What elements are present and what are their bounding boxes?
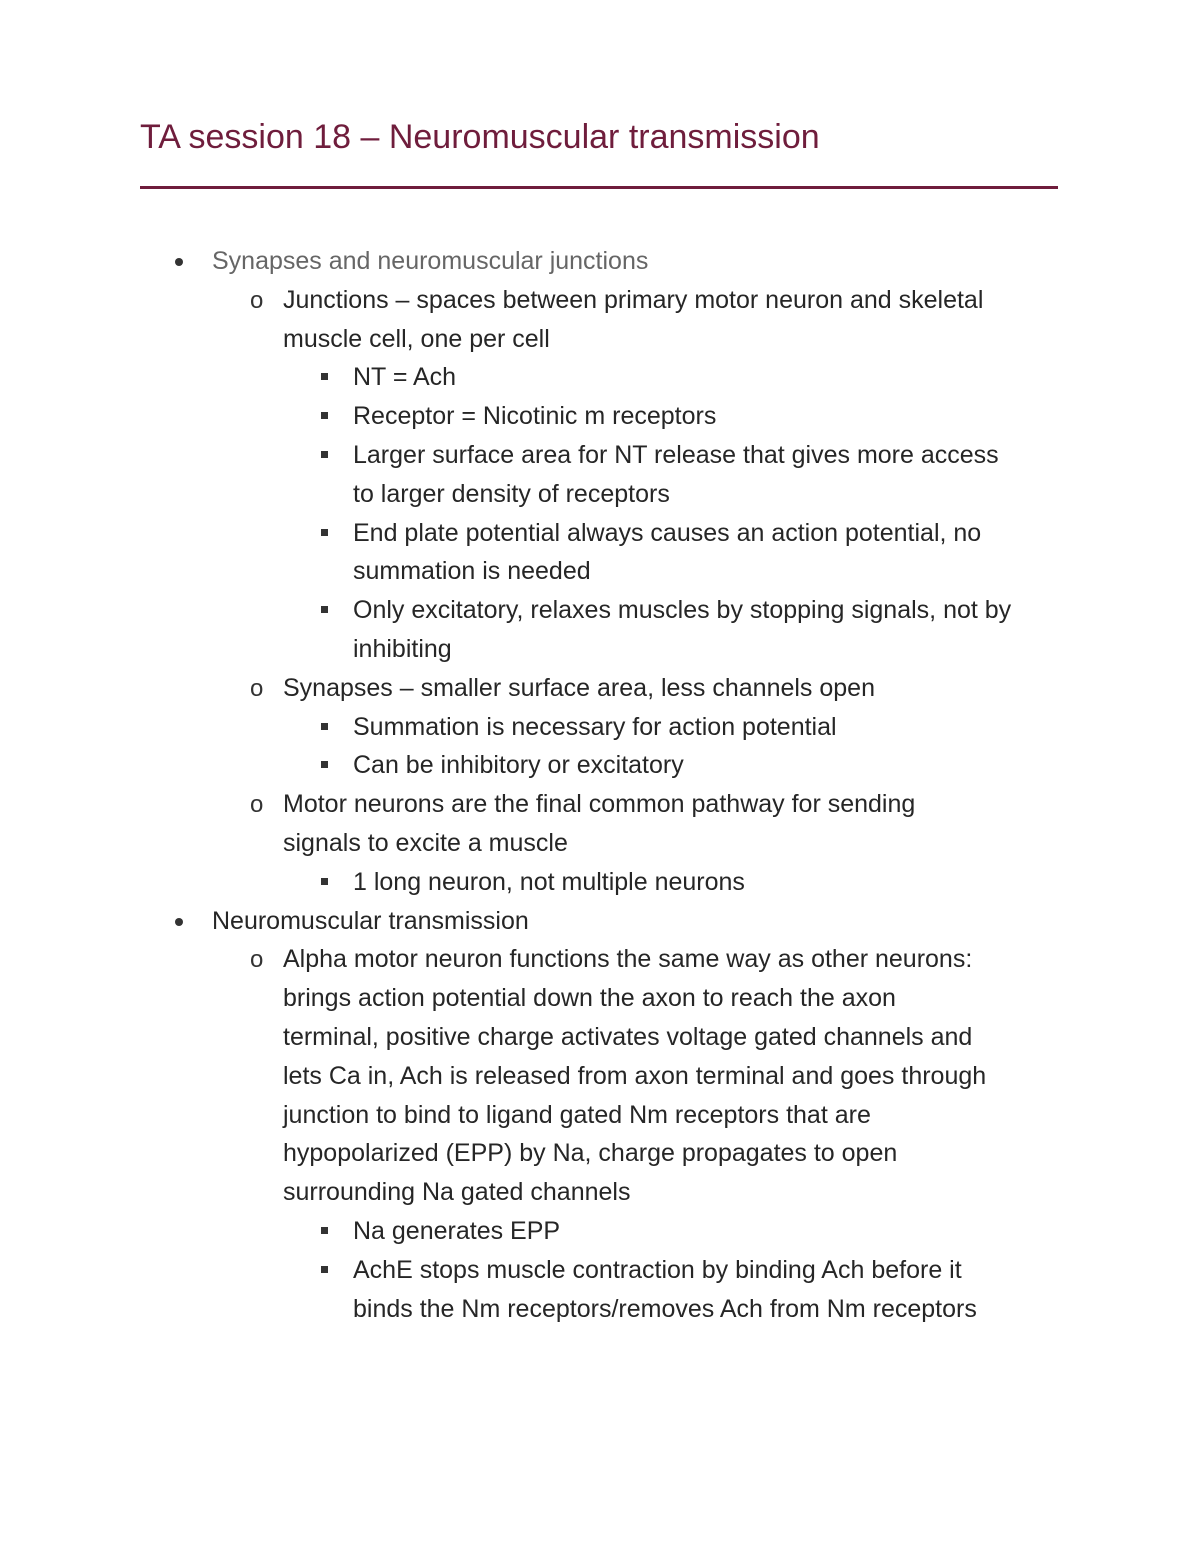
list-item-line: Junctions – spaces between primary motor neuron and skeletal (283, 285, 984, 314)
list-item-line: muscle cell, one per cell (283, 324, 550, 353)
list-item-line: signals to excite a muscle (283, 829, 568, 857)
sub-item-line: Receptor = Nicotinic m receptors (353, 402, 717, 431)
sub-item-line: NT = Ach (353, 363, 457, 392)
bullet-icon (175, 258, 183, 266)
sub-item-line: AchE stops muscle contraction by binding Ach before it (353, 1255, 962, 1284)
list-item-line: Synapses – smaller surface area, less channels open (283, 673, 875, 702)
sub-item-line: summation is needed (353, 557, 591, 586)
hollow-bullet-icon: o (250, 674, 264, 702)
list-item-line: terminal, positive charge activates voltage gated channels and (283, 1023, 973, 1051)
sub-item-line: Can be inhibitory or excitatory (353, 751, 684, 780)
section-heading: Synapses and neuromuscular junctions (212, 247, 649, 275)
page-title: TA session 18 – Neuromuscular transmission (140, 118, 820, 156)
section-heading: Neuromuscular transmission (212, 906, 529, 935)
sub-item-line: 1 long neuron, not multiple neurons (353, 867, 745, 896)
list-item-line: brings action potential down the axon to reach the axon (283, 984, 896, 1013)
square-bullet-icon (321, 1227, 328, 1234)
square-bullet-icon (321, 529, 328, 536)
list-item-line: lets Ca in, Ach is released from axon terminal and goes through (283, 1061, 987, 1090)
hollow-bullet-icon: o (250, 791, 264, 819)
hollow-bullet-icon: o (250, 946, 264, 974)
bullet-icon (175, 918, 183, 926)
list-item-line: junction to bind to ligand gated Nm receptors that are (283, 1100, 871, 1129)
square-bullet-icon (321, 1266, 328, 1273)
sub-item-line: End plate potential always causes an action potential, no (353, 518, 982, 547)
hollow-bullet-icon: o (250, 286, 264, 314)
square-bullet-icon (321, 451, 328, 458)
list-item-line: hypopolarized (EPP) by Na, charge propagates to open (283, 1139, 898, 1168)
square-bullet-icon (321, 373, 328, 380)
sub-item-line: to larger density of receptors (353, 479, 670, 508)
square-bullet-icon (321, 412, 328, 419)
square-bullet-icon (321, 878, 328, 885)
list-item-line: Alpha motor neuron functions the same way as other neurons: (283, 945, 973, 974)
sub-item-line: binds the Nm receptors/removes Ach from Nm receptors (353, 1294, 977, 1323)
title-divider (140, 186, 1058, 189)
list-item-line: surrounding Na gated channels (283, 1178, 631, 1207)
square-bullet-icon (321, 761, 328, 768)
list-item-line: Motor neurons are the final common pathway for sending (283, 790, 916, 819)
sub-item-line: inhibiting (353, 635, 452, 663)
sub-item-line: Only excitatory, relaxes muscles by stopping signals, not by (353, 596, 1012, 625)
sub-item-line: Larger surface area for NT release that gives more access (353, 441, 999, 469)
square-bullet-icon (321, 723, 328, 730)
square-bullet-icon (321, 606, 328, 613)
sub-item-line: Summation is necessary for action potential (353, 712, 837, 741)
sub-item-line: Na generates EPP (353, 1217, 561, 1245)
